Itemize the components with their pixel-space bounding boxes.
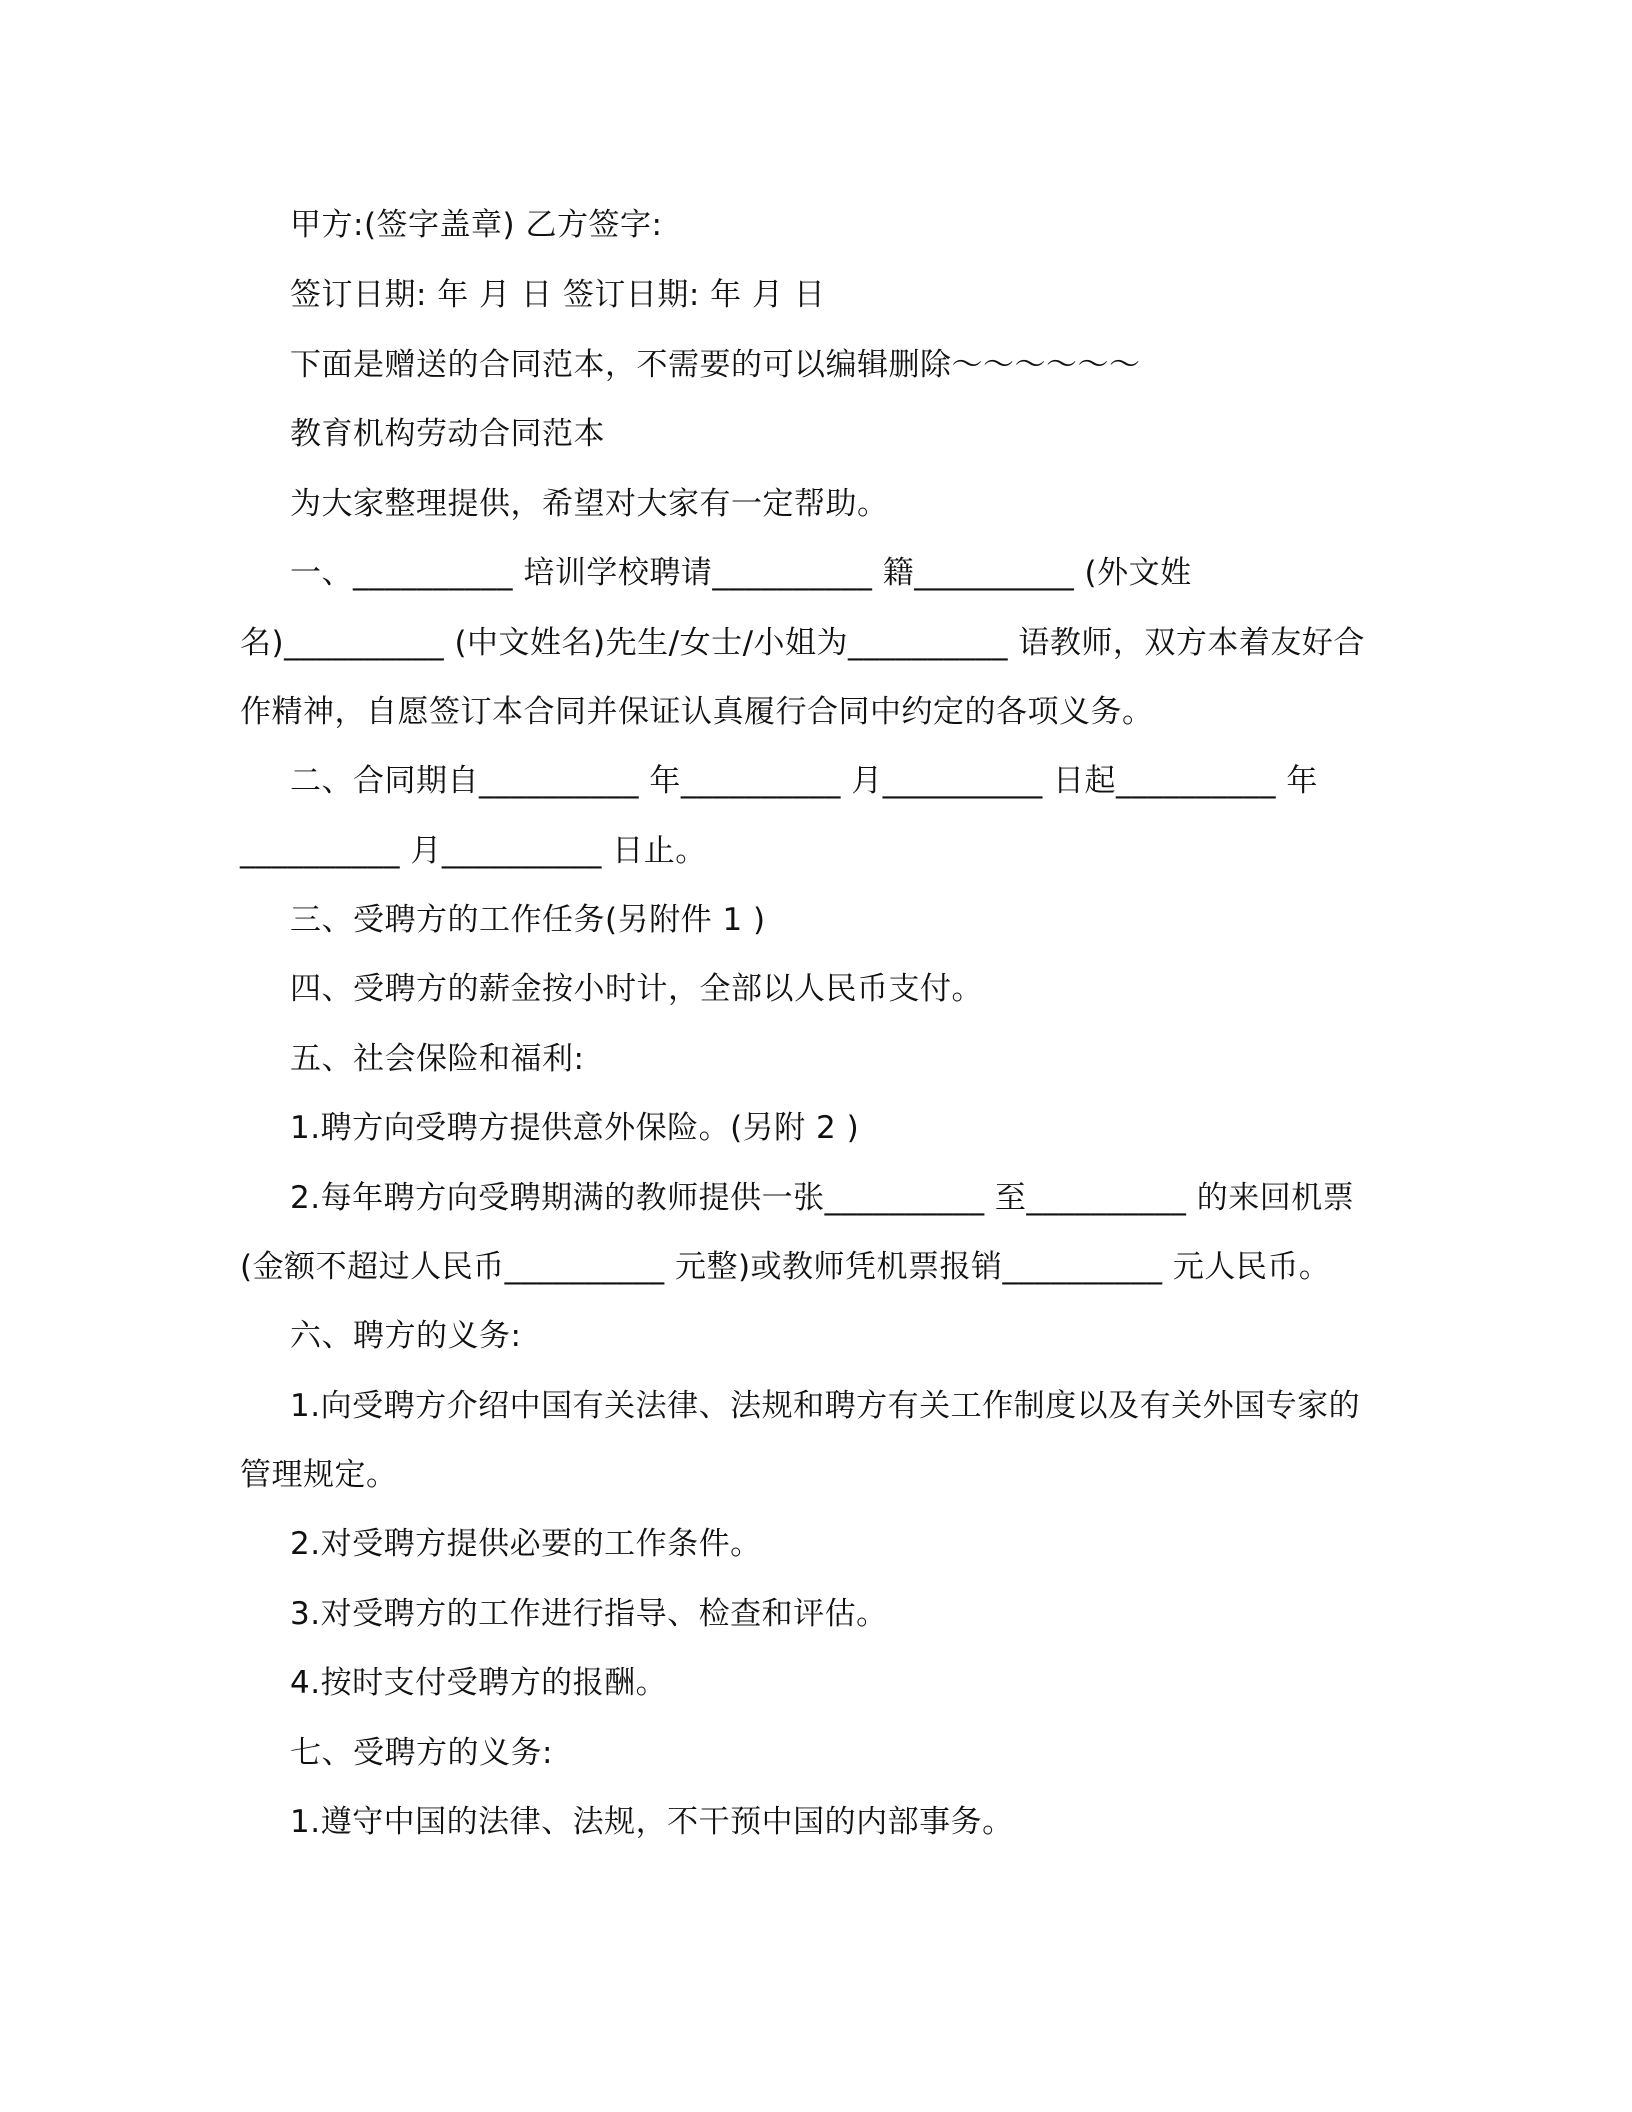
clause-5-heading: 五、社会保险和福利: — [290, 1041, 585, 1077]
clause-5-item-1: 1.聘方向受聘方提供意外保险。(另附 2 ) — [290, 1110, 860, 1146]
clause-6-item-3: 3.对受聘方的工作进行指导、检查和评估。 — [290, 1596, 888, 1632]
sign-date-line: 签订日期: 年 月 日 签订日期: 年 月 日 — [290, 277, 826, 313]
clause-1-line-2: 名)__________ (中文姓名)先生/女士/小姐为__________ 语教师，双方本着友好合 — [240, 625, 1365, 661]
gift-note-line: 下面是赠送的合同范本，不需要的可以编辑删除～～～～～～ — [290, 347, 1141, 383]
clause-6-item-4: 4.按时支付受聘方的报酬。 — [290, 1665, 668, 1701]
clause-7-item-1: 1.遵守中国的法律、法规，不干预中国的内部事务。 — [290, 1804, 1014, 1840]
intro-line: 为大家整理提供，希望对大家有一定帮助。 — [290, 486, 889, 522]
signature-line: 甲方:(签字盖章) 乙方签字: — [290, 207, 663, 243]
clause-1-line-3: 作精神，自愿签订本合同并保证认真履行合同中约定的各项义务。 — [240, 694, 1154, 730]
clause-7-heading: 七、受聘方的义务: — [290, 1735, 553, 1771]
clause-6-item-1-line-1: 1.向受聘方介绍中国有关法律、法规和聘方有关工作制度以及有关外国专家的 — [290, 1388, 1361, 1424]
clause-5-item-2-line-2: (金额不超过人民币__________ 元整)或教师凭机票报销__________ 元人民币。 — [240, 1249, 1331, 1285]
clause-6-heading: 六、聘方的义务: — [290, 1318, 522, 1354]
clause-1-line-1: 一、__________ 培训学校聘请__________ 籍__________ (外文姓 — [290, 555, 1192, 591]
clause-2-line-2: __________ 月__________ 日止。 — [240, 833, 707, 869]
clause-3: 三、受聘方的工作任务(另附件 1 ) — [290, 902, 766, 938]
contract-title: 教育机构劳动合同范本 — [290, 416, 605, 452]
clause-2-line-1: 二、合同期自__________ 年__________ 月__________ 日起__________ 年 — [290, 763, 1318, 799]
clause-4: 四、受聘方的薪金按小时计，全部以人民币支付。 — [290, 971, 983, 1007]
clause-6-item-2: 2.对受聘方提供必要的工作条件。 — [290, 1526, 762, 1562]
clause-6-item-1-line-2: 管理规定。 — [240, 1457, 398, 1493]
clause-5-item-2-line-1: 2.每年聘方向受聘期满的教师提供一张__________ 至__________ 的来回机票 — [290, 1180, 1355, 1216]
